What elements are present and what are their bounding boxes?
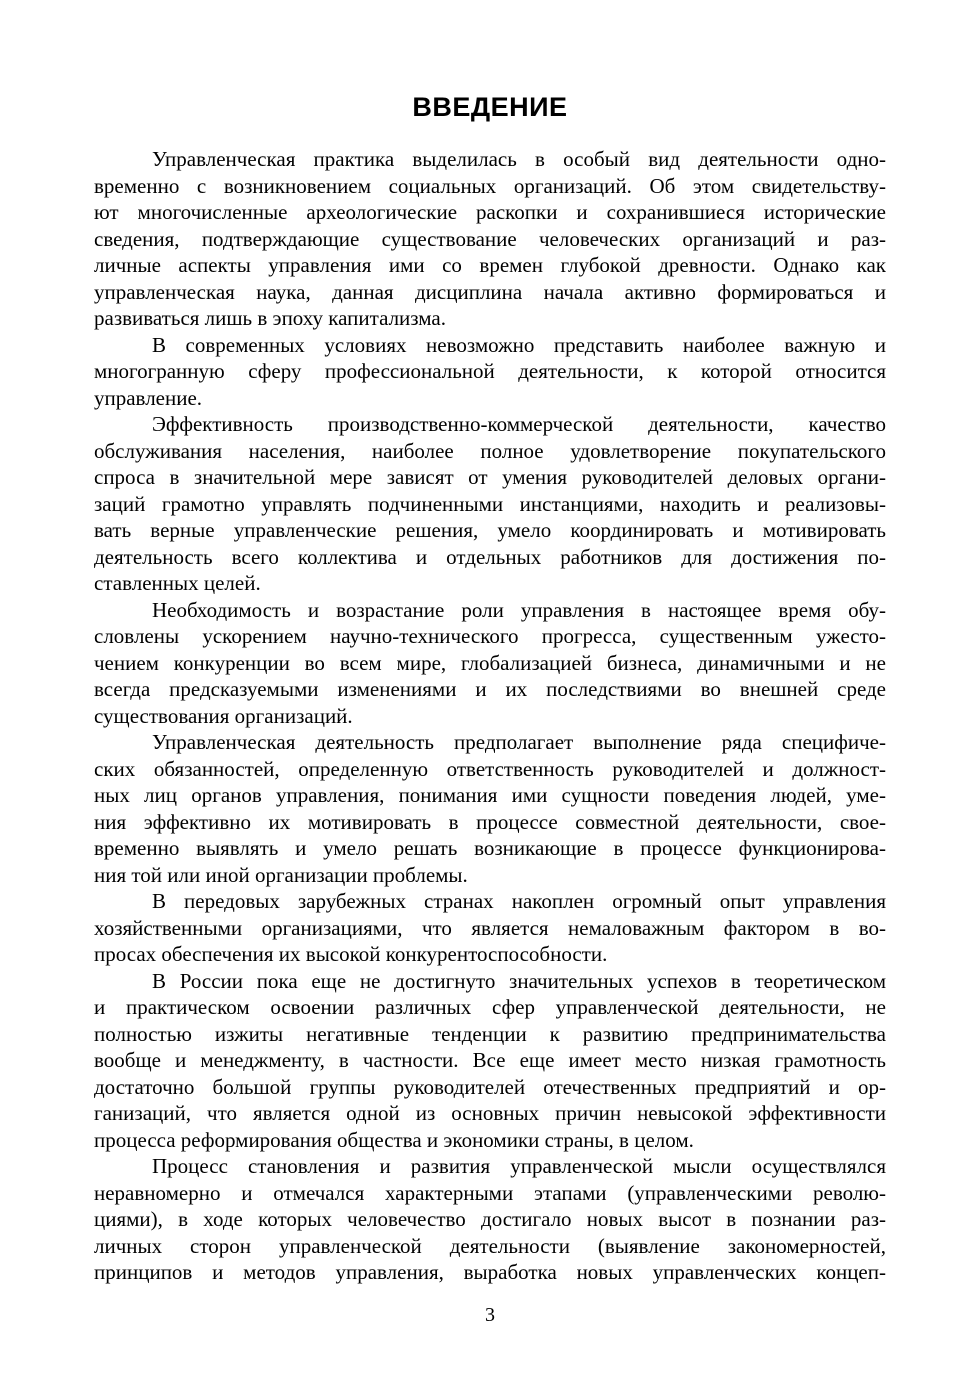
text-line: хозяйственными организациями, что является немаловажным фактором в во- — [94, 915, 886, 940]
text-line: В России пока еще не достигнуто значительных успехов в теоретическом — [152, 968, 886, 993]
text-line: сведения, подтверждающие существование человеческих организаций и раз- — [94, 226, 886, 251]
text-line: временно с возникновением социальных организаций. Об этом свидетельству- — [94, 173, 886, 198]
text-line: ных лиц органов управления, понимания ими сущности поведения людей, уме- — [94, 783, 886, 807]
text-line: полностью изжиты негативные тенденции к развитию предпринимательства — [94, 1021, 886, 1046]
paragraph — [94, 146, 886, 332]
paragraph — [94, 888, 886, 968]
text-line: развиваться лишь в эпоху капитализма. — [94, 306, 447, 330]
paragraph — [94, 332, 886, 412]
text-line: деятельность всего коллектива и отдельных работников для достижения по- — [94, 544, 886, 569]
text-line: Эффективность производственно-коммерческой деятельности, качество — [152, 412, 886, 436]
text-line: управление. — [94, 385, 203, 410]
text-line: принципов и методов управления, выработка новых управленческих концеп- — [94, 1260, 886, 1284]
text-line: существования организаций. — [94, 703, 353, 728]
paragraph — [94, 411, 886, 597]
text-line: Управленческая практика выделилась в особый вид деятельности одно- — [152, 147, 886, 171]
page-number: 3 — [485, 1304, 495, 1326]
paragraph — [94, 968, 886, 1154]
text-line: Необходимость и возрастание роли управления в настоящее время обу- — [152, 597, 886, 622]
text-line: ганизаций, что является одной из основных причин невысокой эффективности — [94, 1101, 886, 1125]
text-line: личных сторон управленческой деятельности (выявление закономерностей, — [94, 1233, 886, 1258]
text-line: циями), в ходе которых человечество достигало новых высот в познании раз- — [94, 1207, 886, 1231]
text-line: В передовых зарубежных странах накоплен огромный опыт управления — [152, 889, 886, 913]
text-line: и практическом освоении различных сфер управленческой деятельности, не — [94, 995, 886, 1019]
text-line: заций грамотно управлять подчиненными инстанциями, находить и реализовы- — [94, 491, 886, 516]
text-line: чением конкуренции во всем мире, глобализацией бизнеса, динамичными и не — [94, 650, 886, 675]
text-line: процесса реформирования общества и экономики страны, в целом. — [94, 1127, 694, 1152]
text-line: Управленческая деятельность предполагает выполнение ряда специфиче- — [152, 730, 886, 754]
text-line: неравномерно и отмечался характерными этапами (управленческими револю- — [94, 1180, 886, 1205]
text-line: обслуживания населения, наиболее полное удовлетворение покупательского — [94, 438, 886, 463]
text-line: спроса в значительной мере зависят от умения руководителей деловых органи- — [94, 465, 886, 489]
text-line: ют многочисленные археологические раскопки и сохранившиеся исторические — [94, 200, 886, 224]
text-line: многогранную сферу профессиональной деятельности, к которой относится — [94, 359, 886, 383]
text-line: ния той или иной организации проблемы. — [94, 862, 468, 887]
text-line: просах обеспечения их высокой конкурентоспособности. — [94, 942, 608, 966]
text-line: вать верные управленческие решения, умело координировать и мотивировать — [94, 518, 886, 542]
text-line: управленческая наука, данная дисциплина начала активно формироваться и — [94, 279, 886, 304]
text-line: ских обязанностей, определенную ответственность руководителей и должност- — [94, 756, 886, 781]
text-line: достаточно большой группы руководителей отечественных предприятий и ор- — [94, 1074, 886, 1099]
text-line: личные аспекты управления ими со времен глубокой древности. Однако как — [94, 253, 886, 277]
page-title: ВВЕДЕНИЕ — [412, 92, 568, 122]
text-line: словлены ускорением научно-технического прогресса, существенным ужесто- — [94, 624, 886, 648]
text-line: ния эффективно их мотивировать в процессе совместной деятельности, свое- — [94, 809, 886, 834]
paragraph — [94, 1153, 886, 1286]
text-line: вообще и менеджменту, в частности. Все еще имеет место низкая грамотность — [94, 1048, 886, 1072]
text-line: временно выявлять и умело решать возникающие в процессе функционирова- — [94, 836, 886, 860]
text-line: В современных условиях невозможно представить наиболее важную и — [152, 332, 886, 357]
body-text — [94, 146, 886, 1286]
text-line: Процесс становления и развития управленческой мысли осуществлялся — [152, 1154, 886, 1178]
text-line: ставленных целей. — [94, 571, 261, 595]
text-line: всегда предсказуемыми изменениями и их последствиями во внешней среде — [94, 677, 886, 701]
paragraph — [94, 597, 886, 730]
paragraph — [94, 729, 886, 888]
